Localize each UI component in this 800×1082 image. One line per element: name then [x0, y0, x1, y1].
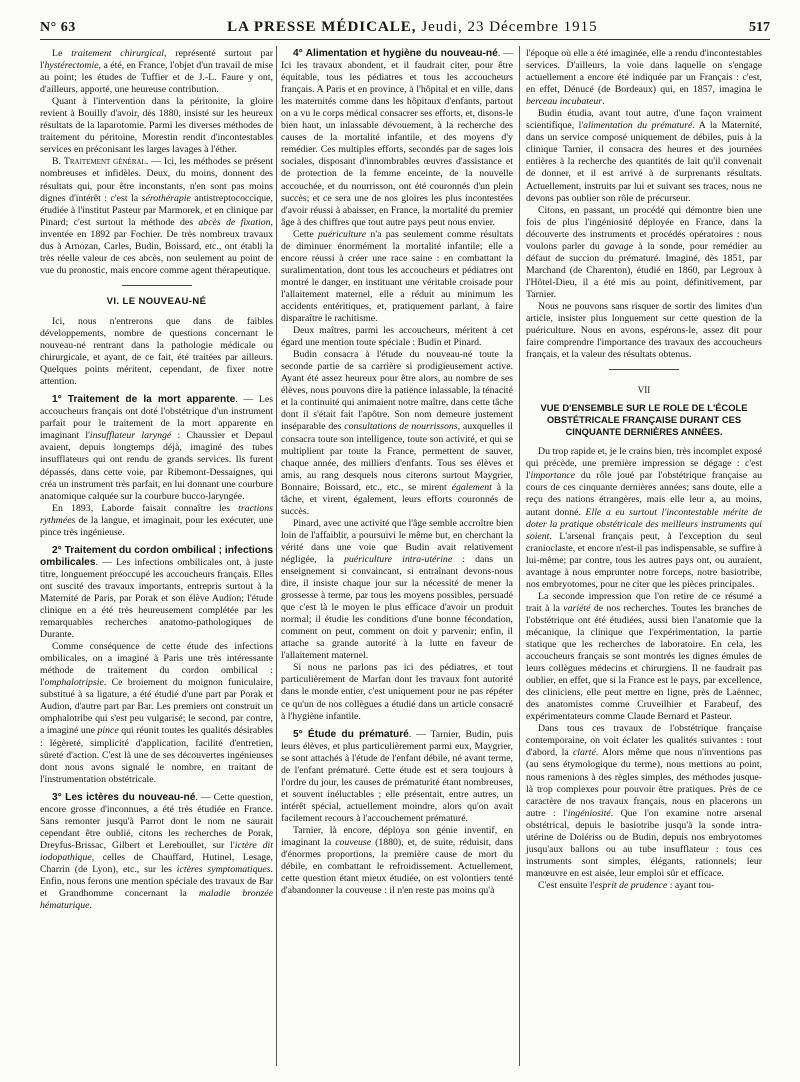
page-number: 517: [748, 20, 770, 35]
text: Citons, en passant, un procédé qui démontre bien une fois de plus l'ingéniosité déployée en France, dans la découverte des instruments et procédés opératoires : nous voulons parler du: [526, 204, 762, 252]
paragraph: [526, 880, 762, 892]
italic-text: gavage: [604, 240, 634, 252]
subheading: Traitement général: [63, 156, 146, 168]
column-1: [40, 48, 273, 912]
text: Tarnier, là encore, déploya son génie inventif, en imaginant la: [281, 825, 513, 849]
text: Cette: [293, 228, 319, 240]
italic-text: Elle a eu surtout l'incontestable mérite de doter la pratique obstétricale des meilleurs instruments qui soient: [526, 506, 762, 542]
italic-text: clarté: [572, 747, 596, 759]
paragraph: [40, 792, 273, 912]
italic-text: ictères symptomatiques: [176, 864, 271, 875]
subheading: 4° Alimentation et hygiène du nouveau-né: [293, 48, 498, 59]
text: antistreptococcique, étudiée à l'institut Pasteur par Marmorek, et en clinique par Pinard; c'est surtout la méthode des: [40, 192, 273, 228]
text: : ayant tou-: [667, 879, 715, 891]
paragraph: [526, 205, 762, 301]
journal-masthead: [227, 19, 598, 36]
italic-text: omphalotripsie: [44, 677, 104, 689]
text: : dans un enseignement si convaincant, si entraînant devons-nous dire, il insiste chaque jour sur la nécessité de mener la grossesse à terme, par tous les moyens possibles, persuadé que c'est là le moyen le plus efficace d'avoir un produit normal; il étudie les conditions d'une bonne fécondation, comment on peut, comment on doit y parvenir; enfin, il attache sa grande autorité à la lutte en faveur de l'allaitement maternel.: [281, 553, 513, 662]
text: du rôle joué par l'obstétrique française au cours de ces cinquante dernières années; sans doute, elle a reçu des nations étrangères, mais elle leur a, au moins, autant donné.: [526, 470, 762, 518]
paragraph: [281, 48, 513, 229]
text: En 1893, Laborde faisait connaître les: [52, 502, 239, 514]
text: n'a pas seulement comme résultats de diminuer énormément la mortalité infantile; elle a encore réussi à créer une race saine : en combattant la suralimentation, dont tous les accoucheurs et pédiatres ont montré le danger, en instituant une véritable croisade pour l'allaitement maternel, elle a réduit au minimum les accidents entéritiques, et, pratiquement parlant, à faire disparaître le rachitisme.: [281, 228, 514, 325]
text: de la langue, et imaginait, pour les exécuter, une pince très ingénieuse.: [40, 514, 273, 538]
paragraph: Ici, nous n'entrerons que dans de faibles développements, nombre de questions concernant le nouveau-né rentrant dans la pathologie médicale ou chirurgicale, et ayant, de ce fait, été traitées par ailleurs. Quelques points méritent, cependant, de fixer notre attention.: [40, 315, 273, 388]
italic-text: variété: [563, 602, 591, 614]
text: Budin étudia, avant tout autre, d'une façon vraiment scientifique, l': [526, 108, 762, 132]
paragraph: [40, 503, 273, 539]
italic-text: traitement chirurgical: [71, 48, 165, 59]
paragraph: Quant à l'intervention dans la péritonite, la gloire revient à Bouilly d'avoir, dès 1880, insisté sur les heureux résultats de la laparotomie. Parmi les diverses méthodes de traitement du péritoine, Morestin rendit d'incontestables services en préconisant les larges lavages à l'éther.: [40, 96, 273, 156]
italic-text: puériculture: [318, 228, 367, 240]
italic-text: consultations de nourrissons: [344, 421, 458, 433]
italic-text: esprit de prudence: [594, 879, 668, 891]
paragraph: [40, 394, 273, 502]
paragraph: [526, 108, 762, 204]
text: (1880), et, de suite, réduisit, dans d'énormes proportions, la première cause de mort du débile, en combattant le refroidissement. Actuellement, cette question étant mieux étudiée, on est volontiers tenté d'abandonner la couveuse : il n'en reste pas moins qu'à: [281, 837, 513, 897]
text: . — Ici les travaux abondent, et il faudrait citer, pour être équitable, tous les pédiatres et tous les accoucheurs français. A Paris et en province, à l'hôpital et en ville, dans les maternités comme dans les hôpitaux d'enfants, partout on a vu le corps médical consacrer ses efforts, et, disons-le bien haut, un inlassable dévouement, à la recherche des causes de la mortalité infantile, et des moyens d'y remédier. Ces multiples efforts, secondés par de sages lois sociales, disposant d'innombrables œuvres d'assistance et de protection de la femme enceinte, de la nouvelle accouchée, et du nourrisson, ont été couronnés d'un plein succès; et ce sera une de nos gloires les plus incontestées d'avoir réussi à abaisser, en France, la mortalité du premier âge à des chiffres que tout autre pays peut nous envier.: [281, 48, 513, 228]
paragraph: Nous ne pouvons sans risquer de sortir des limites d'un article, insister plus longuement sur cette question de la puériculture. Nous en avons, espérons-le, assez dit pour faire comprendre l'importance des travaux des accoucheurs français, et la valeur des résultats obtenus.: [526, 300, 762, 361]
paragraph: [40, 641, 273, 786]
text: qui réunit toutes les qualités désirables : légèreté, simplicité d'application, facilité d'entretien, sûreté d'action. C'est là une de ses découvertes ingénieuses dont nous avons signalé le nombre, en traitant de l'instrumentation obstétricale.: [40, 725, 273, 785]
paragraph: [526, 591, 762, 724]
section-number-vii: VII: [637, 385, 651, 396]
text: . L'arsenal français peut, à l'exception du seul cranioclaste, et encore n'est-il pas indispensable, se suffire à lui-même; par contre, tous les autres pays ont, ou auraient, avantage à nous emprunter notre forceps, notre basiotribe, nos embryotomes, pour ne citer que les pièces principales.: [526, 530, 762, 590]
paragraph: Deux maîtres, parmi les accoucheurs, méritent à cet égard une mention toute spéciale : Budin et Pinard.: [281, 325, 513, 349]
paragraph: Si nous ne parlons pas ici des pédiatres, et tout particulièrement de Marfan dont les travaux font autorité dans le monde entier, c'est uniquement pour ne pas répéter ce qu'un de nos collègues a étudié dans un article consacré à l'hygiène infantile.: [281, 662, 513, 722]
text: , a été, en France, l'objet d'un travail de mise au point; les études de Tuffier et de J.-L. Faure y ont, d'ailleurs, apporté, une heureuse contribution.: [40, 60, 273, 96]
paragraph: [526, 723, 762, 880]
italic-text: maladie bronzée hématurique: [40, 888, 274, 912]
italic-text: ingéniosité: [567, 807, 611, 819]
page-header: [40, 14, 770, 40]
text: à la tâche, et virent, également, leurs efforts couronnés de succès.: [281, 481, 513, 517]
italic-text: également: [451, 481, 492, 493]
section-rule: [122, 285, 192, 286]
issue-date: Jeudi, 23 Décembre 1915: [421, 19, 598, 35]
text: . Enfin, nous ferons une mention spéciale des travaux de Bar et Grandhomme concernant la: [40, 864, 273, 900]
paragraph: [281, 229, 513, 325]
section-rule: [609, 369, 679, 370]
text: . — Ici, les méthodes se présent nombreuses et infidèles. Deux, du moins, donnent des résultats qui, pour être inconstants, n'en sont pas moins dignes d'intérêt : c'est la: [40, 156, 273, 204]
italic-text: tractions rythmées: [40, 502, 273, 526]
text: , auxquelles il consacra toute son intelligence, toute son activité, et qui se multiplient par toute la France, permettent de sauver, chaque année, des milliers d'enfants. Tous ses élèves et amis, au rang desquels nous citerons surtout Maygrier, Bonnaire, Boissard, etc., etc., se mirent: [281, 421, 513, 493]
italic-text: couveuse: [335, 837, 372, 849]
text: . Ce broiement du moignon funiculaire, substitué à sa ligature, a été étudié d'une part par Porak et Audion, d'autre part par Bar. Les premiers ont construit un omphalotribe qui s'est peu vulgarisé; le second, par contre, a imaginé une: [40, 677, 273, 737]
italic-text: abcès de fixation: [198, 216, 271, 228]
text: . — Les accoucheurs français ont doté l'obstétrique d'un instrument parfait pour le traitement de la mort apparente en imaginant l': [40, 394, 274, 442]
italic-text: hystérectomie: [44, 60, 99, 72]
journal-name: LA PRESSE MÉDICALE,: [227, 19, 417, 35]
paragraph: [40, 156, 273, 276]
subheading: 5° Étude du prématuré: [293, 728, 409, 740]
section-heading-vii: VUE D'ENSEMBLE SUR LE ROLE DE L'ÉCOLE OBSTÉTRICALE FRANÇAISE DURANT CES CINQUANTE DERNIÈRES ANNÉES.: [540, 402, 748, 438]
paragraph: [526, 48, 762, 108]
text: B.: [52, 156, 64, 168]
section-heading-vi: VI. LE NOUVEAU-NÉ: [106, 295, 207, 307]
text: .: [602, 96, 605, 108]
column-divider: [519, 46, 520, 1066]
text: de nos recherches. Toutes les branches de l'obstétrique ont été étudiées, aussi bien l'anatomie que la mécanique, la clinique que l'expérimentation, la partie statique que les recherches de laboratoire. En cela, les accoucheurs français se sont montrés les dignes émules de leurs collègues médecins et chirurgiens. Il ne faudrait pas oublier, en effet, que si la France est le pays, par excellence, des cliniciens, elle peut mettre en ligne, près de Laënnec, des anatomistes comme Cruveilhier et Farabeuf, des expérimentateurs comme Claude Bernard et Pasteur.: [526, 602, 762, 723]
text: , représenté surtout par l': [40, 48, 273, 72]
text: . A la Maternité, dans un service composé uniquement de débiles, puis à la clinique Tarnier, il consacra des heures et des journées entières à la recherche des quantités de lait qu'il convenait de donner, et il est arrivé à de surprenants résultats. Actuellement, instruits par lui et suivant ses traces, nous ne devons pas oublier son rôle de précurseur.: [526, 120, 762, 204]
text: . — Les infections ombilicales ont, à juste titre, longuement préoccupé les accoucheurs français. Elles ont suscité des travaux importants, entrepris surtout à la Maternité de Paris, par Porak et son élève Audion; l'étude clinique en a été très heureusement complétée par les remarquables recherches anatomo-pathologiques de Durante.: [40, 556, 273, 641]
text: à la sonde, pour remédier au défaut de succion du prématuré. Imaginé, dès 1851, par Marchand (de Charenton), étudié en 1860, par Legroux à l'Hôtel-Dieu, il a été mis au point, définitivement, par Tarnier.: [526, 240, 762, 300]
text: Budin consacra à l'étude du nouveau-né toute la seconde partie de sa carrière si prodigieusement active. Ayant été assez heureux pour être alors, au nombre de ses élèves, nous pouvons dire la patience inlassable, la ténacité et la continuité qui animaient notre maître, dans cette tâche dont il s'était fait l'apôtre. Son nom demeure justement inséparable des: [281, 349, 513, 433]
paragraph: [281, 518, 513, 663]
text: C'est ensuite l': [538, 879, 595, 891]
paragraph: [281, 825, 513, 897]
column-3: [526, 48, 762, 892]
italic-text: alimentation du prématuré: [583, 120, 693, 132]
paragraph: [40, 48, 273, 96]
text: La seconde impression que l'on retire de ce résumé a trait à la: [526, 590, 762, 614]
subheading: 1° Traitement de la mort apparente: [52, 394, 236, 406]
text: Du trop rapide et, je le crains bien, très incomplet exposé qui précède, une première impression se dégage : c'est l': [526, 446, 762, 482]
text: , inventée en 1892 par Fochier. De très nombreux travaux dus à Arnozan, Carles, Budin, Boissard, etc., ont établi la très réelle valeur de ces abcès, non seulement au point de vue du pronostic, mais encore comme agent thérapeutique.: [40, 216, 273, 276]
column-2: [281, 48, 513, 897]
paragraph: [40, 545, 273, 641]
text: Pinard, avec une activité que l'âge semble accroître bien loin de l'affaiblir, a poursuivi le même but, en cherchant la vérité dans une voie que Budin avait relativement négligée, la: [281, 517, 513, 565]
text: l'époque où elle a été imaginée, elle a rendu d'incontestables services. D'ailleurs, la voie dans laquelle on s'engage actuellement a encore été indiquée par un Français : c'est, en effet, Dénucé (de Bordeaux) qui, en 1857, imagina le: [526, 48, 762, 96]
text: . — Tarnier, Budin, puis leurs élèves, et plus particulièrement parmi eux, Maygrier, se sont attachés à l'étude de l'enfant débile, né avant terme, de l'enfant prématuré. Cette étude est et sera toujours à l'ordre du jour, les causes de prématurité étant nombreuses, et souvent inéluctables ; elle présentait, entre autres, un intérêt spécial, actuellement moindre, alors qu'on avait facilement recours à l'accouchement prématuré.: [281, 728, 513, 824]
subheading: 2° Traitement du cordon ombilical ; infections ombilicales: [40, 544, 273, 568]
italic-text: ictère dit iodopathique: [40, 839, 273, 863]
text: : Chaussier et Depaul avaient, depuis longtemps déjà, imaginé des tubes insufflateurs qui ont rendu de grands services. Ils furent dépassés, dans cette voie, par Ribemont-Dessaignes, qui créa un instrument très parfait, en lui donnant une courbure anatomique calquée sur la courbure bucco-laryngée.: [40, 430, 273, 502]
issue-number: N° 63: [40, 20, 76, 35]
italic-text: insufflateur laryngé: [89, 430, 172, 442]
paragraph: [281, 729, 513, 825]
text: Le: [52, 48, 72, 59]
text: Comme conséquence de cette étude des infections ombilicales, on a imaginé à Paris une très intéressante méthode de traitement du cordon ombilical : l': [40, 641, 273, 689]
paragraph: [281, 349, 513, 518]
italic-text: importance: [530, 470, 576, 482]
subheading: 3° Les ictères du nouveau-né: [52, 791, 196, 803]
text: . — Cette question, encore grosse d'inconnues, a été très étudiée en France. Sans remonter jusqu'à Parrot dont le nom ne saurait cependant être oublié, citons les recherches de Porak, Dreyfus-Brissac, Gilbert et Lereboullet, sur l': [40, 791, 273, 851]
paragraph: [526, 446, 762, 591]
italic-text: sérothérapie: [141, 192, 191, 204]
text: . Alors même que nous n'inventions pas (au sens étymologique du terme), nous mettions au point, nous ramenions à des règles simples, des méthodes jusque-là trop complexes pour pouvoir être pratiques. Près de ce caractère de nos travaux français, nous en placerons un autre : l': [526, 747, 762, 819]
italic-text: puériculture intra-utérine: [343, 553, 453, 565]
text: , celles de Chauffard, Hutinel, Lesage, Charrin (de Lyon), etc., sur les: [40, 851, 273, 875]
italic-text: berceau incubateur: [526, 96, 603, 108]
text: Dans tous ces travaux de l'obstétrique française contemporaine, on voit éclater les qualités suivantes : tout d'abord, la: [526, 723, 762, 759]
italic-text: pince: [97, 725, 119, 737]
text: . Que l'on examine notre arsenal obstétrical, depuis le basiotribe jusqu'à la sonde intra-utérine de Dolériss ou de Budin, depuis nos embryotomes jusqu'aux ballons ou au tube insufflateur : tous ces instruments sont simples, élégants, rationnels; leur manœuvre en est aisée, leur emploi sûr et efficace.: [526, 807, 763, 879]
text: .: [89, 900, 92, 912]
column-divider: [276, 46, 277, 1066]
